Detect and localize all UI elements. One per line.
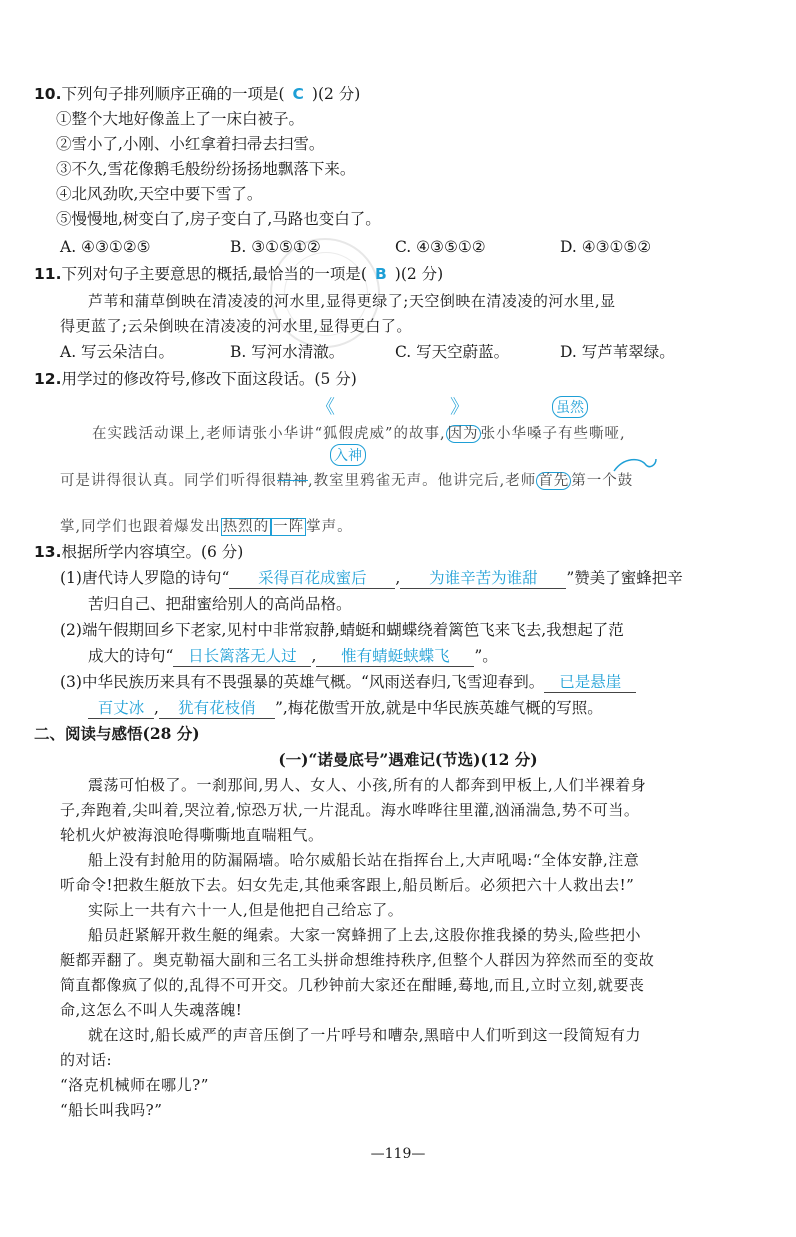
q13-p3-tail: ”,梅花傲雪开放,就是中华民族英雄气概的写照。 [274, 699, 603, 717]
q12-l2-part-1: 可是讲得很认真。同学们听得很 [60, 473, 277, 489]
q12-l3-part-1: 掌,同学们也跟着爆发出 [60, 519, 221, 535]
q12-l1-part-1: 在实践活动课上,老师请张小华讲“ [92, 426, 324, 442]
reading-p1-line-2: 子,奔跑着,尖叫着,哭泣着,惊恐万状,一片混乱。海水哗哗往里灌,汹涌湍急,势不可当。 [60, 801, 640, 819]
q13-p3-answer-1a: 已是悬崖 [544, 672, 636, 693]
reading-p1-line-3: 轮机火炉被海浪呛得嘶嘶地直喘粗气。 [60, 826, 324, 844]
q10-points: )(2 分) [311, 85, 361, 103]
q10-stem [34, 83, 360, 105]
q10-sentence-1: ①整个大地好像盖上了一床白被子。 [56, 110, 305, 128]
q12-l1-part-5: 张小华嗓子有些嘶哑, [480, 426, 626, 442]
q13-p3-lead: (3)中华民族历来具有不畏强暴的英雄气概。“风雨送春归,飞雪迎春到。 [60, 673, 545, 691]
q11-option-b: B. 写河水清澈。 [230, 343, 345, 361]
q13-stem-text: 根据所学内容填空。(6 分) [61, 543, 244, 561]
insert-although-mark: 虽然 [552, 396, 588, 418]
q13-p1-comma: , [395, 569, 401, 587]
q12-number: 12. [34, 370, 62, 388]
q12-l2-spirited: 精神 [277, 473, 308, 489]
q13-p1-answer-2: 为谁辛苦为谁甜 [400, 568, 566, 589]
q12-l1-part-3: ”的故事, [385, 426, 446, 442]
page-number: —119— [370, 1146, 426, 1162]
q12-l2-part-3: ,教室里鸦雀无声。他讲完后,老师 [308, 473, 537, 489]
q11-option-d: D. 写芦苇翠绿。 [560, 343, 675, 361]
q11-passage-line-1: 芦苇和蒲草倒映在清凌凌的河水里,显得更绿了;天空倒映在清凌凌的河水里,显 [88, 292, 616, 310]
q12-l3-part-4: 掌声。 [306, 519, 353, 535]
reading-p1-line-1: 震荡可怕极了。一刹那间,男人、女人、小孩,所有的人都奔到甲板上,人们半裸着身 [88, 776, 647, 794]
q10-sentence-4: ④北风劲吹,天空中要下雪了。 [56, 185, 263, 203]
q10-option-b: B. ③①⑤①② [230, 238, 321, 256]
reading-p4-line-4: 命,这怎么不叫人失魂落魄! [60, 1001, 243, 1019]
q13-p2-lead: 成大的诗句“ [88, 647, 174, 665]
q13-p2-tail: ”。 [474, 647, 498, 665]
q13-p2-comma: , [311, 647, 317, 665]
reading-p4-line-3: 简直都像疯了似的,乱得不可开交。几秒钟前大家还在酣睡,蓦地,而且,立时立刻,就要丧 [60, 976, 645, 994]
q13-part-1-line-1 [60, 567, 683, 589]
insert-close-title-mark: 》 [450, 396, 470, 418]
q12-passage-line-2 [60, 470, 633, 492]
q12-stem [34, 368, 357, 390]
section-2-heading: 二、阅读与感悟(28 分) [34, 724, 200, 743]
q13-p1-tail: ”赞美了蜜蜂把辛 [566, 569, 683, 587]
q13-p3-answer-2: 犹有花枝俏 [159, 698, 275, 719]
q10-option-c: C. ④③⑤①② [395, 238, 486, 256]
q13-p1-lead: (1)唐代诗人罗隐的诗句“ [60, 569, 230, 587]
reading-p5-line-1: 就在这时,船长威严的声音压倒了一片呼号和嘈杂,黑暗中人们听到这一段简短有力 [88, 1026, 642, 1044]
q13-p3-answer-1b: 百丈冰 [88, 698, 154, 719]
q12-l2-part-5: 第一个鼓 [571, 473, 634, 489]
q13-p3-comma: , [154, 699, 159, 717]
reading-p3-line-1: 实际上一共有六十一人,但是他把自己给忘了。 [88, 901, 404, 919]
q10-answer: C [292, 85, 304, 103]
q13-part-2-line-2 [88, 645, 498, 667]
q11-options [60, 341, 675, 363]
q12-passage-line-3 [60, 516, 353, 538]
q10-options [60, 236, 651, 258]
q10-sentence-2: ②雪小了,小刚、小红拿着扫帚去扫雪。 [56, 135, 325, 153]
q10-option-d: D. ④③①⑤② [560, 238, 652, 256]
q10-number: 10. [34, 85, 62, 103]
q13-part-2-line-1: (2)端午假期回乡下老家,见村中非常寂静,蜻蜓和蝴蝶绕着篱笆飞来飞去,我想起了范 [60, 621, 624, 639]
q11-option-c: C. 写天空蔚蓝。 [395, 343, 510, 361]
q12-stem-text: 用学过的修改符号,修改下面这段话。(5 分) [61, 370, 357, 388]
q13-part-3-line-2 [88, 697, 603, 719]
q12-l1-story-title: 狐假虎威 [323, 426, 386, 442]
q11-number: 11. [34, 265, 62, 283]
q10-sentence-5: ⑤慢慢地,树变白了,房子变白了,马路也变白了。 [56, 210, 381, 228]
reading-dialogue-2: “船长叫我吗?” [60, 1101, 163, 1119]
reading-dialogue-1: “洛克机械师在哪儿?” [60, 1076, 209, 1094]
q11-stem [34, 263, 443, 285]
reading-p2-line-2: 听命令!把救生艇放下去。妇女先走,其他乘客跟上,船员断后。必须把六十人救出去!” [60, 876, 635, 894]
q11-points: )(2 分) [394, 265, 444, 283]
q13-p2-answer-1: 日长篱落无人过 [173, 646, 311, 667]
q11-passage-line-2: 得更蓝了;云朵倒映在清凌凌的河水里,显得更白了。 [60, 317, 412, 335]
q13-part-1-line-2: 苦归自己、把甜蜜给别人的高尚品格。 [88, 595, 352, 613]
q13-stem [34, 541, 243, 563]
q10-option-a: A. ④③①②⑤ [60, 238, 151, 256]
reading-subtitle: (一)“诺曼底号”遇难记(节选)(12 分) [278, 750, 538, 769]
q13-p1-answer-1: 采得百花成蜜后 [229, 568, 395, 589]
q13-number: 13. [34, 543, 62, 561]
q13-part-3-line-1 [60, 671, 636, 693]
reading-p4-line-1: 船员赶紧解开救生艇的绳索。大家一窝蜂拥了上去,这股你推我搡的势头,险些把小 [88, 926, 642, 944]
q12-l3-burst: 一阵 [273, 519, 305, 535]
reading-p5-line-2: 的对话: [60, 1051, 113, 1069]
q13-p2-answer-2: 惟有蜻蜓蛱蝶飞 [316, 646, 474, 667]
q12-passage-line-1 [92, 423, 626, 445]
q12-l1-because: 因为 [447, 426, 479, 442]
reading-p4-line-2: 艇都弄翻了。奥克勒福大副和三名工头拼命想维持秩序,但整个人群因为猝然而至的变故 [60, 951, 655, 969]
q11-stem-text: 下列对句子主要意思的概括,最恰当的一项是( [61, 265, 367, 283]
q12-l2-first: 首先 [538, 473, 570, 489]
q11-answer: B [374, 265, 387, 283]
insert-rapt-mark: 入神 [330, 444, 366, 466]
reading-p2-line-1: 船上没有封舱用的防漏隔墙。哈尔威船长站在指挥台上,大声吼喝:“全体安静,注意 [88, 851, 640, 869]
q10-stem-text: 下列句子排列顺序正确的一项是( [61, 85, 285, 103]
q10-sentence-3: ③不久,雪花像鹅毛般纷纷扬扬地飘落下来。 [56, 160, 356, 178]
insert-open-title-mark: 《 [316, 396, 336, 418]
q11-option-a: A. 写云朵洁白。 [60, 343, 175, 361]
q12-l3-warm: 热烈的 [222, 519, 270, 535]
